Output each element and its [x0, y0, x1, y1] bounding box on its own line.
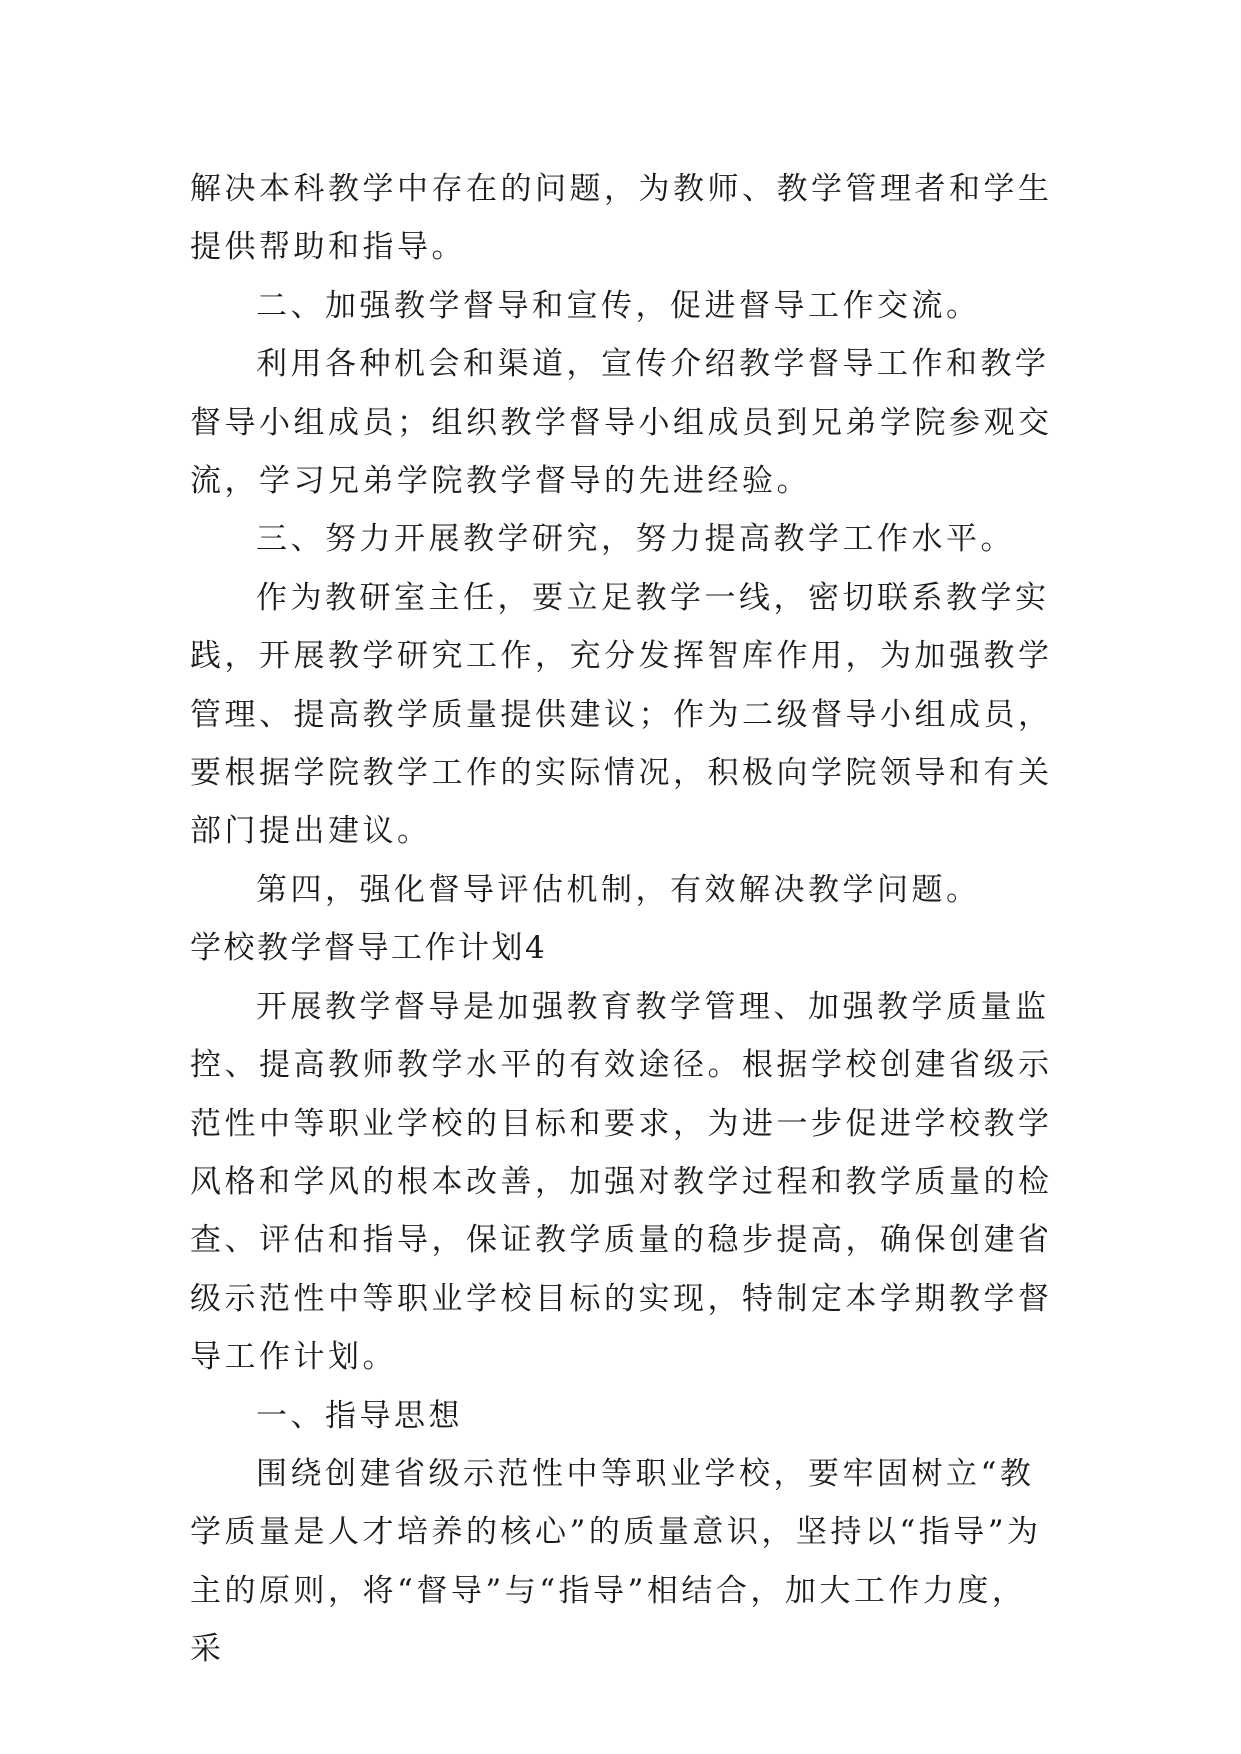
paragraph-5: 作为教研室主任，要立足教学一线，密切联系教学实践，开展教学研究工作，充分发挥智库作用，为加强教学管理、提高教学质量提供建议；作为二级督导小组成员，要根据学院教学工作的实际情况，积极向学院领导和有关部门提出建议。	[190, 579, 1053, 850]
paragraph-9: 围绕创建省级示范性中等职业学校，要牢固树立“教学质量是人才培养的核心”的质量意识，坚持以“指导”为主的原则，将“督导”与“指导”相结合，加大工作力度，采	[190, 1455, 1042, 1668]
paragraph-8: 一、指导思想	[256, 1397, 463, 1434]
paragraph-7: 开展教学督导是加强教育教学管理、加强教学质量监控、提高教师教学水平的有效途径。根据学校创建省级示范性中等职业学校的目标和要求，为进一步促进学校教学风格和学风的根本改善，加强对教学过程和教学质量的检查、评估和指导，保证教学质量的稳步提高，确保创建省级示范性中等职业学校目标的实现，特制定本学期教学督导工作计划。	[190, 988, 1053, 1376]
paragraph-3: 利用各种机会和渠道，宣传介绍教学督导工作和教学督导小组成员；组织教学督导小组成员到兄弟学院参观交流，学习兄弟学院教学督导的先进经验。	[190, 346, 1053, 500]
paragraph-2: 二、加强教学督导和宣传，促进督导工作交流。	[256, 287, 981, 324]
section-heading: 学校教学督导工作计划4	[190, 930, 548, 967]
paragraph-1: 解决本科教学中存在的问题，为教师、教学管理者和学生提供帮助和指导。	[190, 171, 1053, 266]
paragraph-4: 三、努力开展教学研究，努力提高教学工作水平。	[256, 521, 1015, 558]
document-page	[190, 160, 1060, 1679]
paragraph-6: 第四，强化督导评估机制，有效解决教学问题。	[256, 871, 981, 908]
